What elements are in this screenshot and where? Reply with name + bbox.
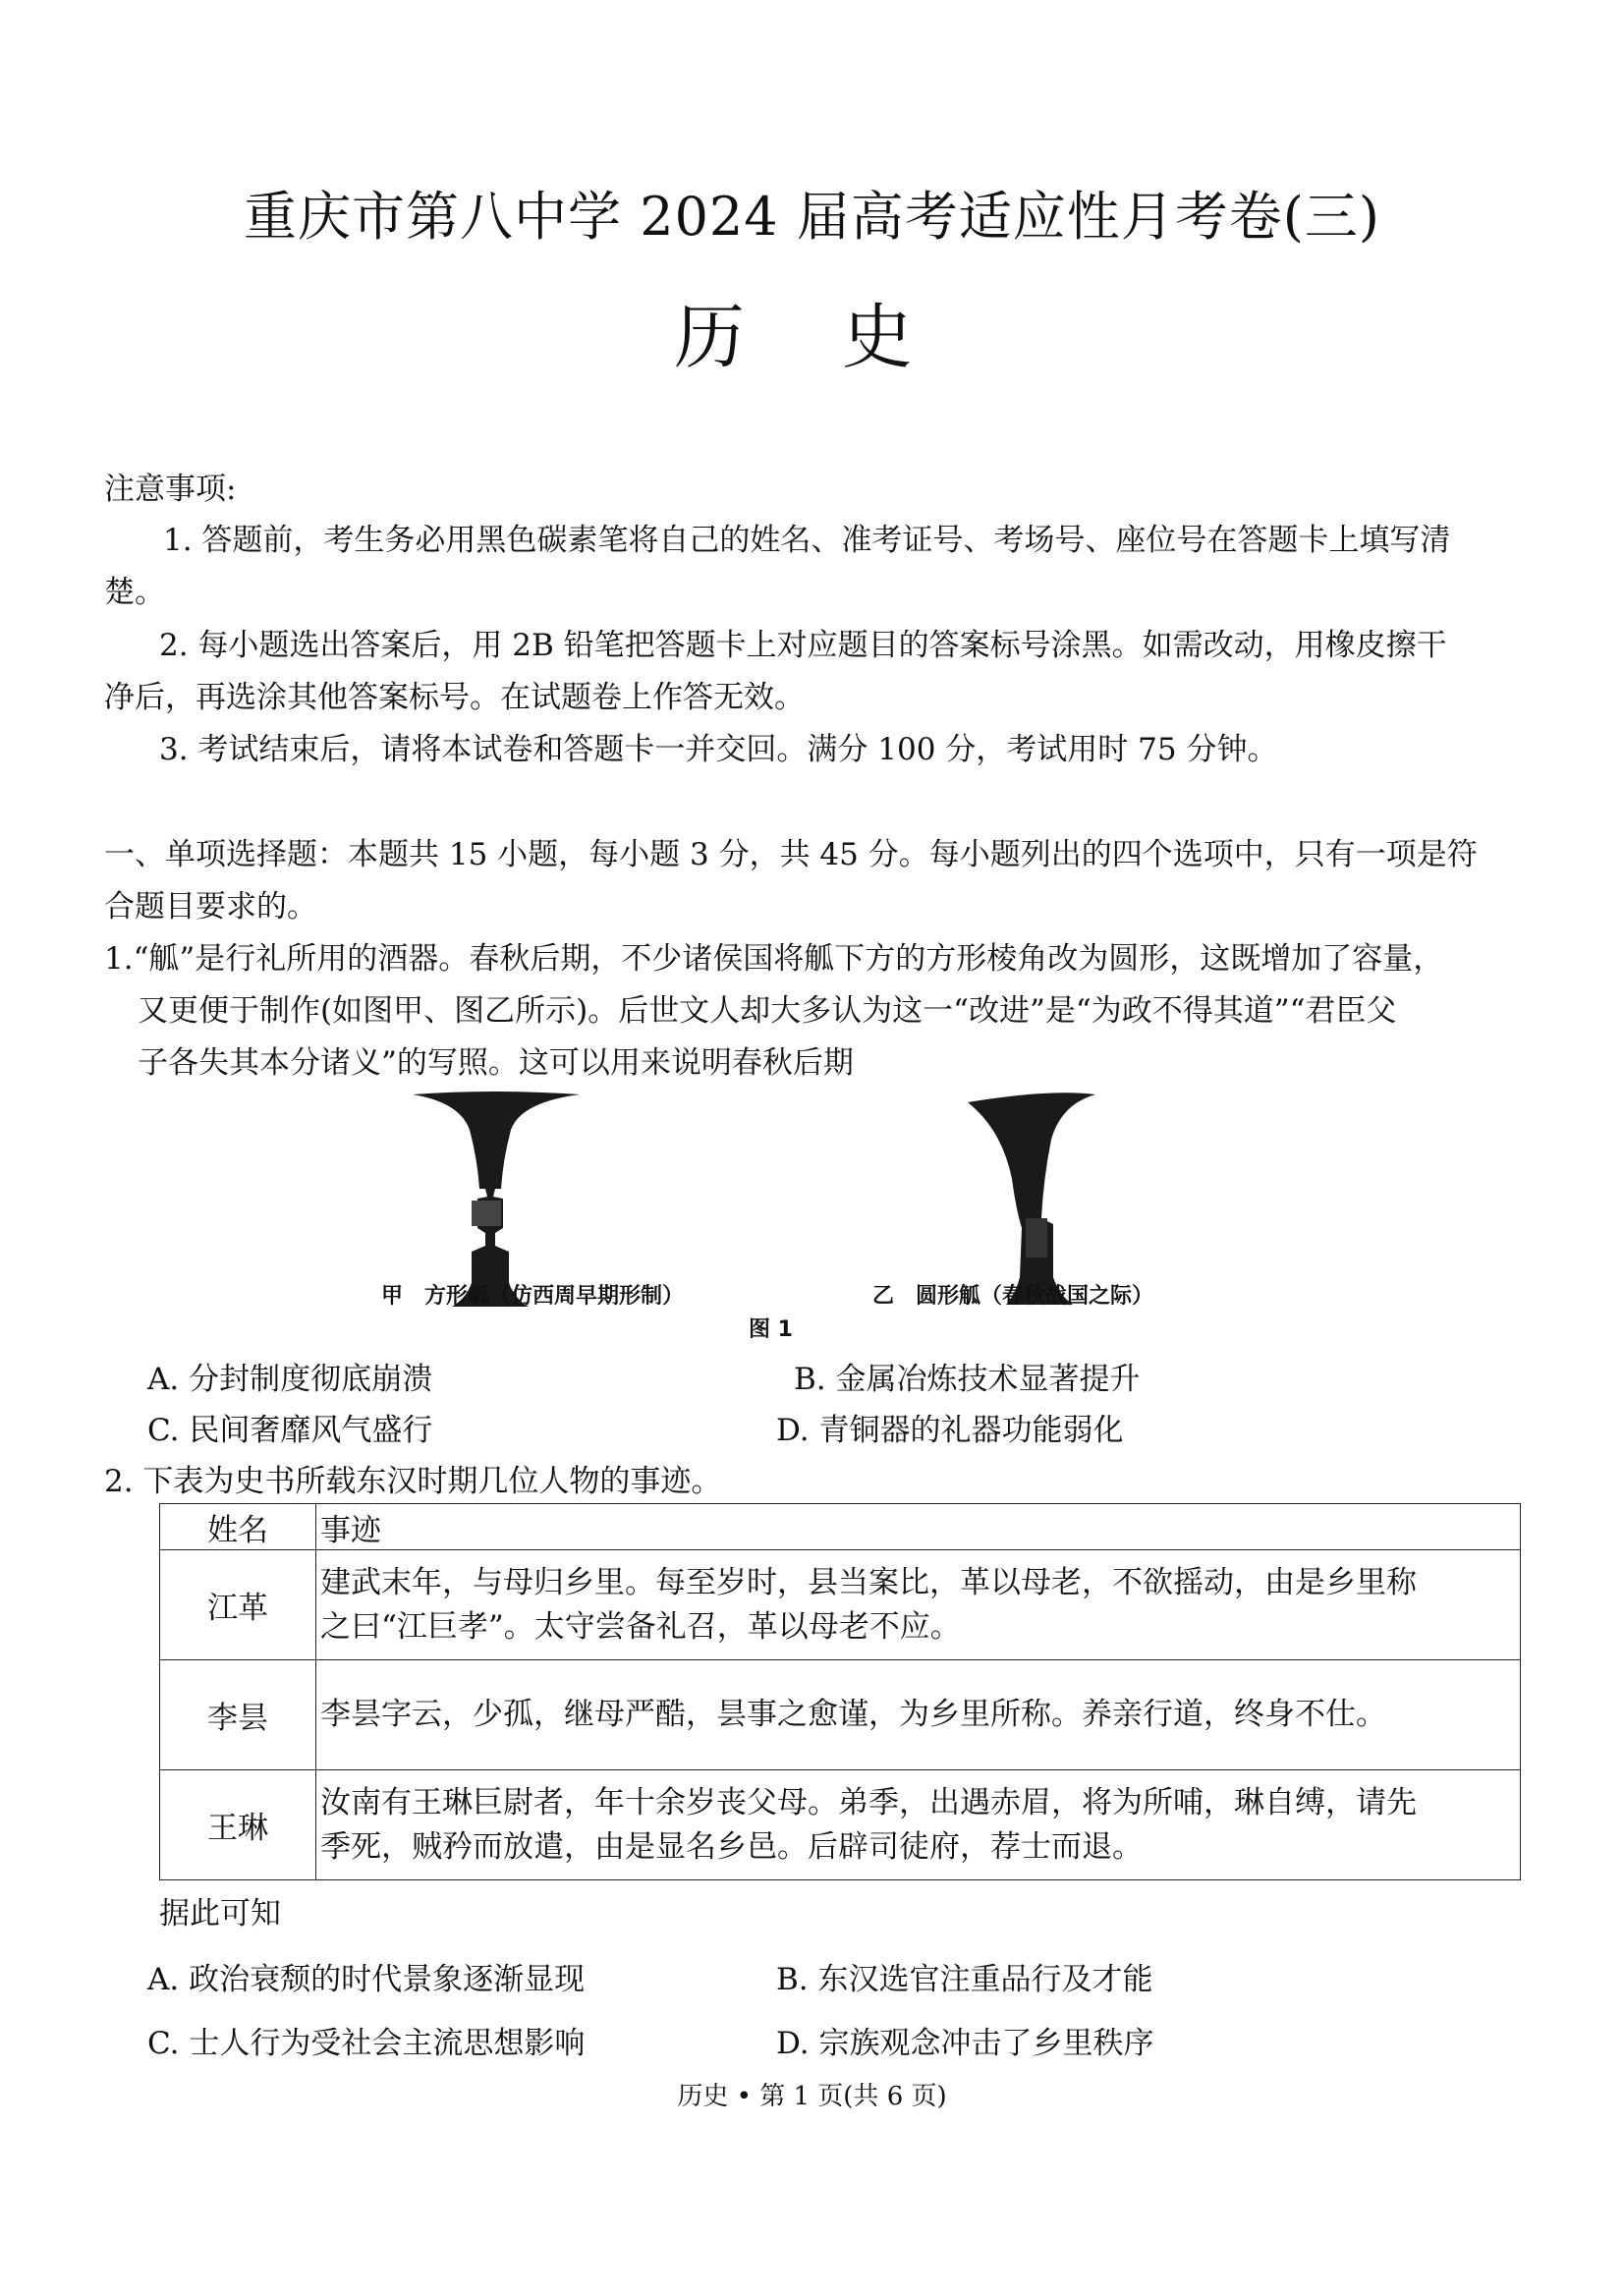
subject-title: 历 史 — [674, 296, 950, 378]
figure-caption-left: 甲 方形觚（仿西周早期形制） — [381, 1284, 685, 1309]
row-deeds — [316, 1770, 1521, 1880]
row-deeds-line: 建武末年，与母归乡里。每至岁时，县当案比，革以母老，不欲摇动，由是乡里称 — [320, 1564, 1417, 1600]
q1-stem-line1: 1.“觚”是行礼所用的酒器。春秋后期，不少诸侯国将觚下方的方形棱角改为圆形，这既增加了容量， — [104, 941, 1444, 977]
round-gu-image — [968, 1092, 1095, 1305]
page-footer: 历史 • 第 1 页(共 6 页) — [677, 2082, 947, 2111]
figure-caption-right: 乙 圆形觚（春秋战国之际） — [872, 1284, 1154, 1309]
row-deeds-line: 汝南有王琳巨尉者，年十余岁丧父母。弟季，出遇赤眉，将为所哺，琳自缚，请先 — [320, 1784, 1417, 1820]
square-gu-image — [413, 1092, 580, 1307]
notice-item-2-cont: 净后，再选涂其他答案标号。在试题卷上作答无效。 — [104, 680, 805, 715]
q2-option-a: A. 政治衰颓的时代景象逐渐显现 — [147, 1962, 586, 1997]
q1-option-d: D. 青铜器的礼器功能弱化 — [776, 1413, 1124, 1448]
notice-item-1: 1. 答题前，考生务必用黑色碳素笔将自己的姓名、准考证号、考场号、座位号在答题卡上填写清 — [163, 523, 1451, 558]
row-name: 王琳 — [160, 1770, 316, 1880]
row-name: 江革 — [160, 1550, 316, 1660]
section-heading: 一、单项选择题：本题共 15 小题，每小题 3 分，共 45 分。每小题列出的四个选项中，只有一项是符 — [104, 837, 1478, 872]
q2-table — [159, 1503, 1521, 1880]
table-header-deeds: 事迹 — [316, 1504, 1521, 1550]
q1-stem-line2: 又更便于制作(如图甲、图乙所示)。后世文人却大多认为这一“改进”是“为政不得其道”“君臣父 — [138, 993, 1397, 1029]
q1-stem-line3: 子各失其本分诸义”的写照。这可以用来说明春秋后期 — [138, 1045, 854, 1081]
notice-item-1-cont: 楚。 — [104, 575, 165, 610]
q2-option-c: C. 士人行为受社会主流思想影响 — [147, 2026, 586, 2061]
table-header-name: 姓名 — [160, 1504, 316, 1550]
q2-option-b: B. 东汉选官注重品行及才能 — [776, 1962, 1153, 1997]
q1-option-a: A. 分封制度彻底崩溃 — [147, 1362, 433, 1397]
row-deeds-line: 之曰“江巨孝”。太守尝备礼召，革以母老不应。 — [320, 1608, 961, 1645]
row-deeds-line: 李昙字云，少孤，继母严酷，昙事之愈谨，为乡里所称。养亲行道，终身不仕。 — [320, 1697, 1386, 1732]
section-heading-cont: 合题目要求的。 — [104, 889, 317, 924]
notice-item-2: 2. 每小题选出答案后，用 2B 铅笔把答题卡上对应题目的答案标号涂黑。如需改动，用橡皮擦干 — [159, 628, 1447, 663]
exam-title: 重庆市第八中学 2024 届高考适应性月考卷(三) — [244, 186, 1380, 248]
q2-stem: 2. 下表为史书所载东汉时期几位人物的事迹。 — [104, 1464, 722, 1499]
table-row — [160, 1550, 1521, 1660]
row-deeds — [316, 1660, 1521, 1770]
q1-option-c: C. 民间奢靡风气盛行 — [147, 1413, 433, 1448]
row-name: 李昙 — [160, 1660, 316, 1770]
row-deeds-line: 季死，贼矜而放遣，由是显名乡邑。后辟司徒府，荐士而退。 — [320, 1828, 1143, 1865]
table-header-row — [160, 1504, 1521, 1550]
notice-heading: 注意事项: — [104, 472, 237, 507]
notice-item-3: 3. 考试结束后，请将本试卷和答题卡一并交回。满分 100 分，考试用时 75 分钟。 — [159, 732, 1278, 767]
figure-label: 图 1 — [749, 1317, 793, 1342]
table-row — [160, 1770, 1521, 1880]
q2-conclusion: 据此可知 — [159, 1896, 281, 1931]
q2-option-d: D. 宗族观念冲击了乡里秩序 — [776, 2026, 1154, 2061]
table-row — [160, 1660, 1521, 1770]
row-deeds — [316, 1550, 1521, 1660]
q1-option-b: B. 金属冶炼技术显著提升 — [794, 1362, 1141, 1397]
